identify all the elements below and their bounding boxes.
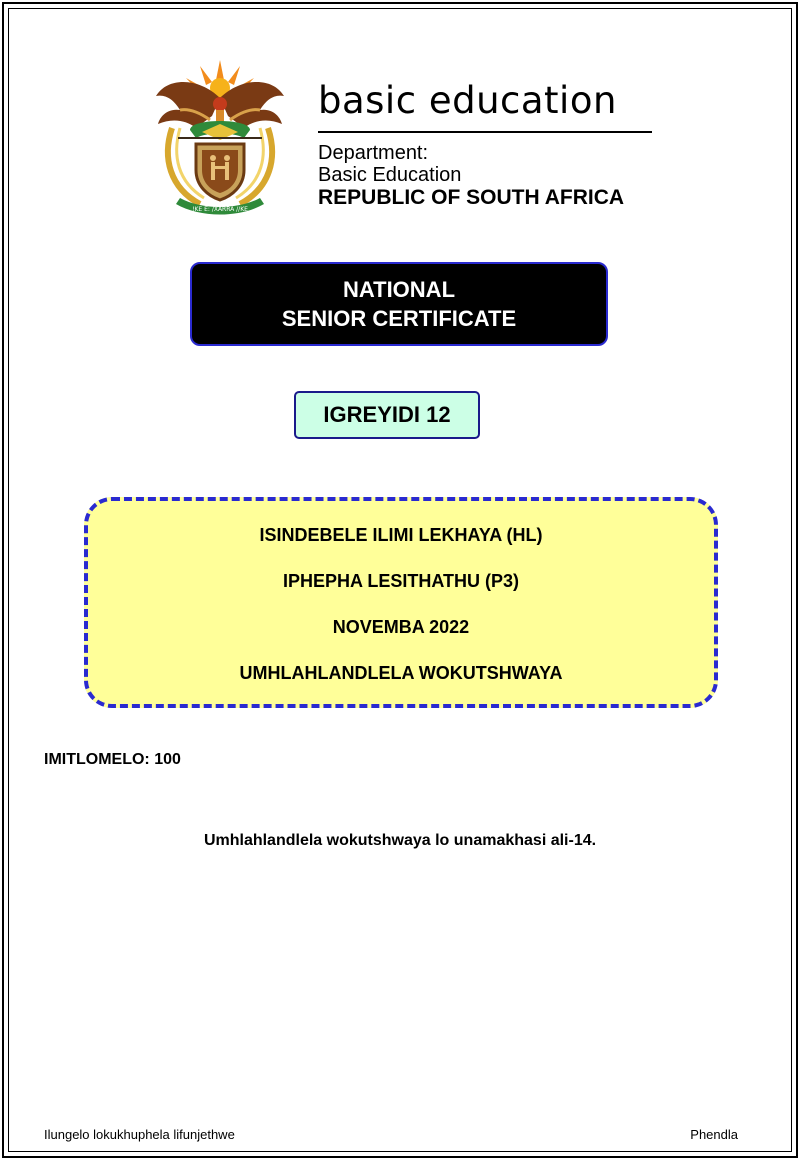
turn-over-label: Phendla [690, 1127, 738, 1142]
brand-underline [318, 131, 652, 133]
page-count-note: Umhlahlandlela wokutshwaya lo unamakhasi ali-14. [203, 832, 597, 849]
subject-paper: IPHEPHA LESITHATHU (P3) [282, 571, 519, 591]
country-name: REPUBLIC OF SOUTH AFRICA [318, 186, 625, 209]
coat-of-arms-logo [150, 58, 290, 220]
total-marks: IMITLOMELO: 100 [44, 751, 181, 768]
subject-language: ISINDEBELE ILIMI LEKHAYA (HL) [259, 525, 543, 545]
brand-title: basic education [318, 79, 617, 122]
subject-panel [84, 497, 718, 708]
subject-document-type: UMHLAHLANDLELA WOKUTSHWAYA [239, 663, 563, 683]
certificate-banner [190, 262, 608, 346]
certificate-line-1: NATIONAL [342, 277, 456, 302]
department-label: Department: [318, 142, 429, 164]
svg-text:!KE E: /XARRA //KE: !KE E: /XARRA //KE [192, 206, 248, 213]
subject-session: NOVEMBA 2022 [332, 617, 470, 637]
department-name: Basic Education [318, 164, 462, 186]
certificate-line-2: SENIOR CERTIFICATE [281, 306, 517, 331]
grade-badge: IGREYIDI 12 [294, 391, 480, 439]
copyright-notice: Ilungelo lokukhuphela lifunjethwe [44, 1127, 235, 1142]
